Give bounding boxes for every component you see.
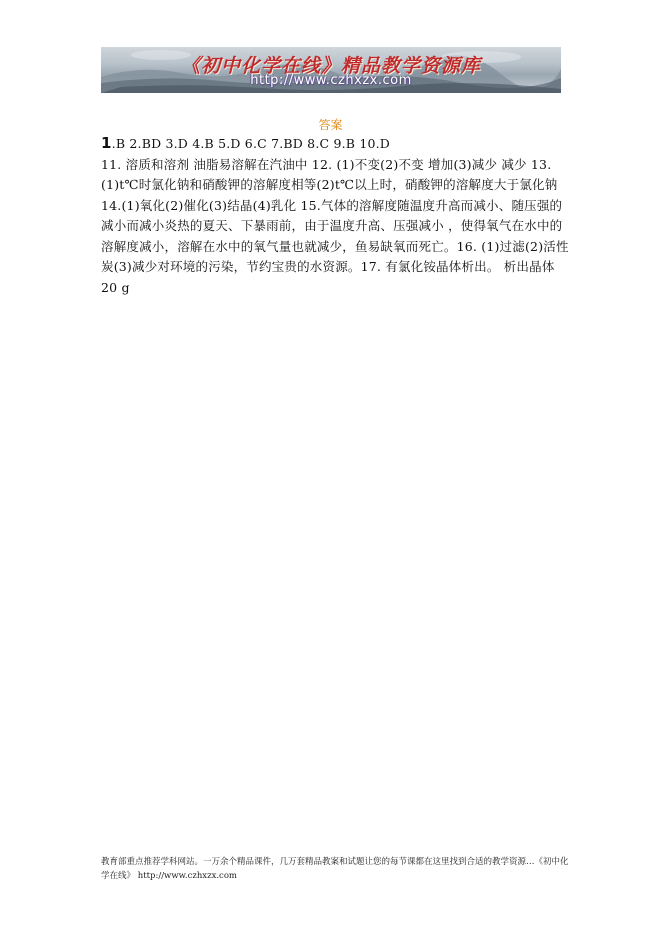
short-answer-paragraph: 11. 溶质和溶剂 油脂易溶解在汽油中 12. (1)不变(2)不变 增加(3)减少 减少 13. (1)t℃时氯化钠和硝酸钾的溶解度相等(2)t℃以上时，硝酸钾的溶解度大于氯化钠 14.(1)氧化(2)催化(3)结晶(4)乳化 15.气体的溶解度随温度升高而减小、随压强的减小而减小炎热的夏天、下暴雨前，由于温度升高、压强减小 ，使得氧气在水中的溶解度减小，溶解在水中的氧气量也就减少，鱼易缺氧而死亡。16. (1)过滤(2)活性炭(3)减少对环境的污染，节约宝贵的水资源。17. 有氯化铵晶体析出。 析出晶体 20 g: [101, 156, 569, 295]
page-footer: [101, 855, 571, 883]
page-heading: 答案: [318, 118, 343, 132]
answer-content: [101, 133, 571, 298]
first-question-number: 1: [101, 134, 112, 152]
multiple-choice-list: .B 2.BD 3.D 4.B 5.D 6.C 7.BD 8.C 9.B 10.D: [111, 136, 391, 151]
footer-url-link[interactable]: http://www.czhxzx.com: [137, 871, 237, 881]
banner-url-link[interactable]: http://www.czhxzx.com: [250, 73, 412, 88]
banner-title: 《初中化学在线》精品教学资源库: [180, 55, 481, 77]
multiple-choice-answers: [101, 133, 571, 155]
header-banner: [101, 47, 561, 93]
footer-text: 教育部重点推荐学科网站。一万余个精品课件，几万套精品教案和试题让您的每节课都在这里找到合适的教学资源…《初中化学在线》: [101, 857, 569, 881]
